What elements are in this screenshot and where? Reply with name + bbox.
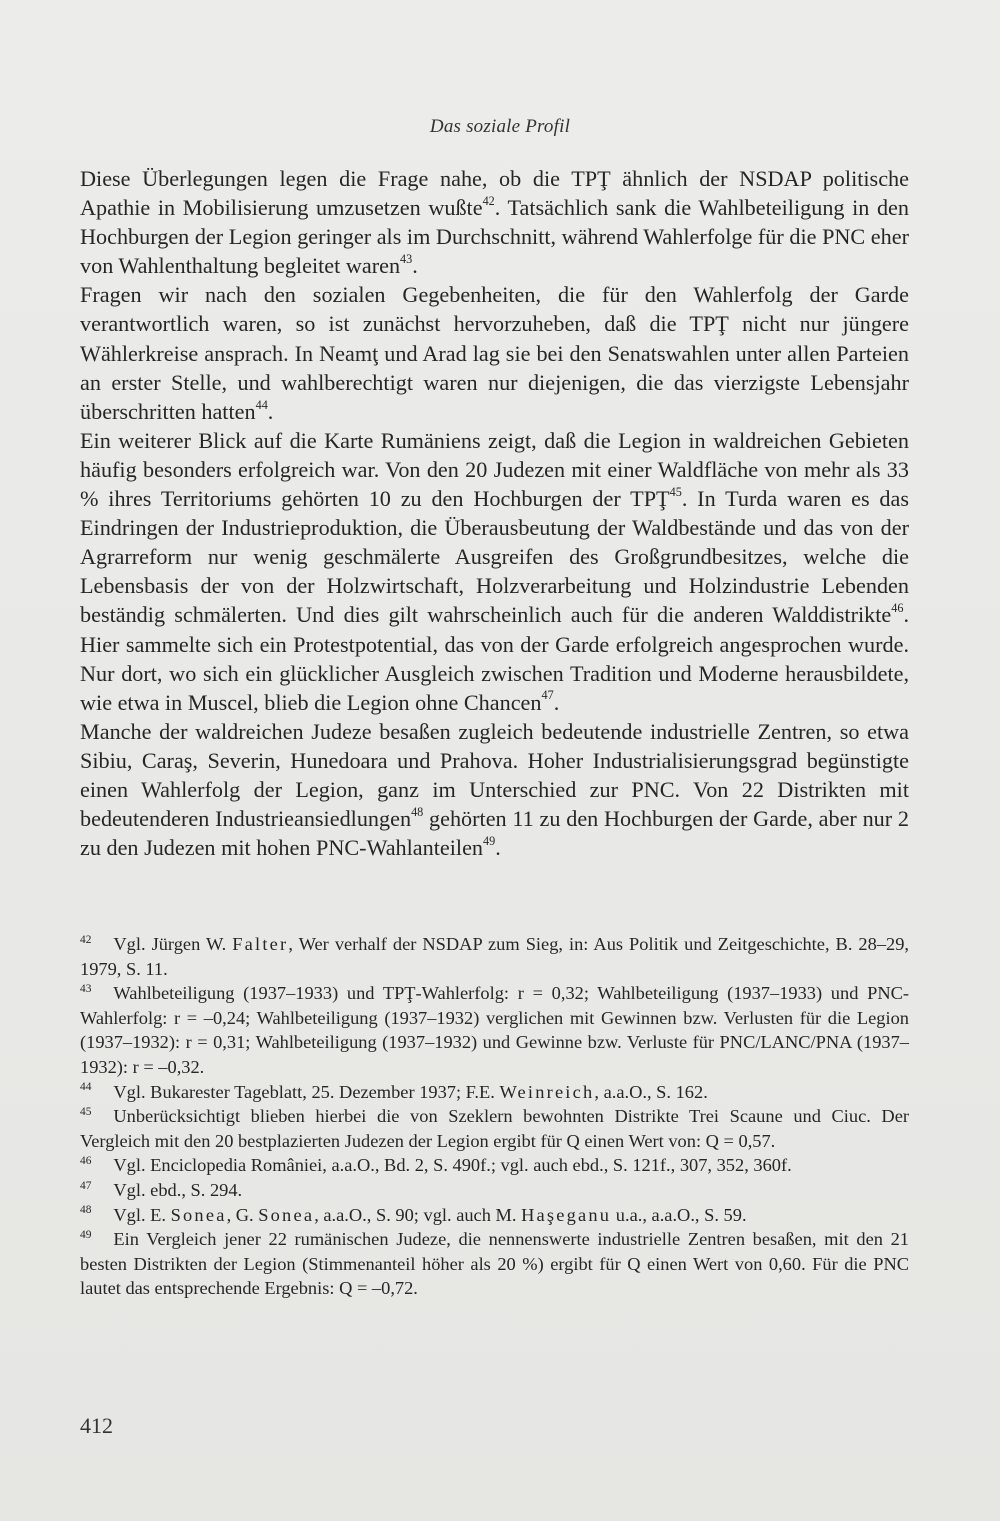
author-name: Weinreich	[499, 1081, 595, 1102]
footnote-number: 47	[80, 1179, 92, 1192]
text-run: , a.a.O., S. 90; vgl. auch M.	[314, 1204, 522, 1225]
text-run: . In Turda waren es das Eindringen der Industrieproduktion, die Überausbeutung der Waldbestände und das von der Agrarreform nur wenig geschmälerte Ausgreifen des Großgrundbesitzes, welche die Lebensbasis der von der Holzwirtschaft, Holzverarbeitung und Holzindustrie Lebenden beständig schmälerten. Und dies gilt wahrscheinlich auch für die anderen Walddistrikte	[80, 486, 909, 628]
page-number: 412	[80, 1413, 113, 1438]
author-name: Falter	[232, 934, 289, 954]
footnote-number: 46	[80, 1155, 92, 1168]
text-run: .	[495, 835, 501, 861]
main-text	[80, 164, 909, 862]
text-run: , Wer verhalf der NSDAP zum Sieg, in: Aus Politik und Zeitgeschichte, B. 28–29, 1979, S. 11.	[80, 934, 910, 979]
text-run: .	[412, 253, 418, 279]
paragraph	[80, 280, 909, 425]
footnote-number: 45	[80, 1106, 92, 1119]
text-run: Vgl. E.	[113, 1204, 171, 1225]
footnote	[80, 1203, 909, 1228]
footnote	[80, 1153, 909, 1178]
text-run: Vgl. Bukarester Tageblatt, 25. Dezember 1937; F.E.	[113, 1081, 500, 1102]
footnote-reference: 44	[255, 397, 268, 412]
paragraph	[80, 164, 909, 280]
text-run: gehörten 11 zu den Hochburgen der Garde, aber nur 2 zu den Judezen mit hohen PNC-Wahlanteilen	[80, 806, 909, 861]
text-run: Ein weiterer Blick auf die Karte Rumäniens zeigt, daß die Legion in waldreichen Gebieten häufig besonders erfolgreich war. Von den 20 Judezen mit einer Waldfläche von mehr als 33 % ihres Territoriums gehörten 10 zu den Hochburgen der TPŢ	[80, 427, 909, 512]
running-head: Das soziale Profil	[429, 116, 571, 137]
text-run: Diese Überlegungen legen die Frage nahe, ob die TPŢ ähnlich der NSDAP politische Apathie in Mobilisierung umzusetzen wußte	[80, 166, 909, 221]
text-run: Vgl. Enciclopedia României, a.a.O., Bd. 2, S. 490f.; vgl. auch ebd., S. 121f., 307, 352, 360f.	[113, 1155, 792, 1176]
footnote-reference: 46	[891, 601, 904, 616]
footnote-number: 48	[80, 1204, 92, 1217]
footnote-number: 42	[80, 933, 92, 946]
footnote-reference: 47	[541, 688, 554, 703]
text-run: Ein Vergleich jener 22 rumänischen Judeze, die nennenswerte industrielle Zentren besaßen, mit den 21 besten Distrikten der Legion (Stimmenanteil höher als 20 %) ergibt für Q einen Wert von 0,60. Für die PNC lautet das entsprechende Ergebnis: Q = –0,72.	[80, 1229, 909, 1299]
text-run: Wahlbeteiligung (1937–1933) und TPŢ-Wahlerfolg: r = 0,32; Wahlbeteiligung (1937–1933) und PNC-Wahlerfolg: r = –0,24; Wahlbeteiligung (1937–1932) verglichen mit Gewinnen bzw. Verlusten für die Legion (1937–1932): r = 0,31; Wahlbeteiligung (1937–1932) und Gewinne bzw. Verluste für PNC/LANC/PNA (1937–1932): r = –0,32.	[80, 983, 909, 1077]
footnote-number: 49	[80, 1229, 92, 1241]
text-run: Vgl. ebd., S. 294.	[113, 1179, 243, 1200]
text-run: . Hier sammelte sich ein Protestpotential, das von der Garde erfolgreich angesprochen wurde. Nur dort, wo sich ein glücklicher Ausgleich zwischen Tradition und Moderne herausbildete, wie etwa in Muscel, blieb die Legion ohne Chancen	[80, 602, 909, 715]
footnote-reference: 45	[669, 484, 682, 499]
footnote	[80, 1080, 909, 1105]
author-name: Haşeganu	[521, 1204, 612, 1225]
footnote	[80, 1104, 909, 1153]
footnote-reference: 43	[400, 252, 413, 267]
text-run: .	[267, 398, 274, 424]
footnote-reference: 42	[482, 193, 495, 208]
text-run: Unberücksichtigt blieben hierbei die von Szeklern bewohnten Distrikte Trei Scaune und Ciuc. Der Vergleich mit den 20 bestplazierten Judezen der Legion ergibt für Q einen Wert von: Q = 0,57.	[80, 1106, 909, 1151]
text-run: , a.a.O., S. 162.	[594, 1081, 708, 1102]
text-run: Manche der waldreichen Judeze besaßen zugleich bedeutende industrielle Zentren, so etwa Sibiu, Caraş, Severin, Hunedoara und Prahova. Hoher Industrialisierungsgrad begünstigte einen Wahlerfolg der Legion, ganz im Unterschied zur PNC. Von 22 Distrikten mit bedeutenderen Industrieansiedlungen	[80, 718, 909, 832]
paragraph	[80, 426, 909, 717]
author-name: Sonea	[170, 1204, 227, 1225]
footnote-number: 43	[80, 983, 92, 996]
footnote	[80, 1178, 909, 1203]
paragraph	[80, 717, 909, 862]
footnote	[80, 932, 909, 981]
text-run: .	[553, 689, 560, 715]
footnote-reference: 49	[483, 833, 496, 848]
footnote	[80, 1227, 909, 1301]
footnotes	[80, 932, 909, 1301]
footnote-number: 44	[80, 1081, 92, 1094]
text-run: . Tatsächlich sank die Wahlbeteiligung in den Hochburgen der Legion geringer als im Durchschnitt, während Wahlerfolge für die PNC eher von Wahlenthaltung begleitet waren	[80, 195, 909, 279]
text-run: , G.	[226, 1204, 259, 1225]
text-run: Fragen wir nach den sozialen Gegebenheiten, die für den Wahlerfolg der Garde verantwortlich waren, so ist zunächst hervorzuheben, daß die TPŢ nicht nur jüngere Wählerkreise ansprach. In Neamţ und Arad lag sie bei den Senatswahlen unter allen Parteien an erster Stelle, und wahlberechtigt waren nur diejenigen, die das vierzigste Lebensjahr überschritten hatten	[80, 282, 909, 424]
footnote	[80, 981, 909, 1079]
footnote-reference: 48	[411, 804, 424, 819]
author-name: Sonea	[258, 1204, 315, 1225]
text-run: u.a., a.a.O., S. 59.	[611, 1204, 747, 1225]
text-run: Vgl. Jürgen W.	[113, 934, 233, 954]
